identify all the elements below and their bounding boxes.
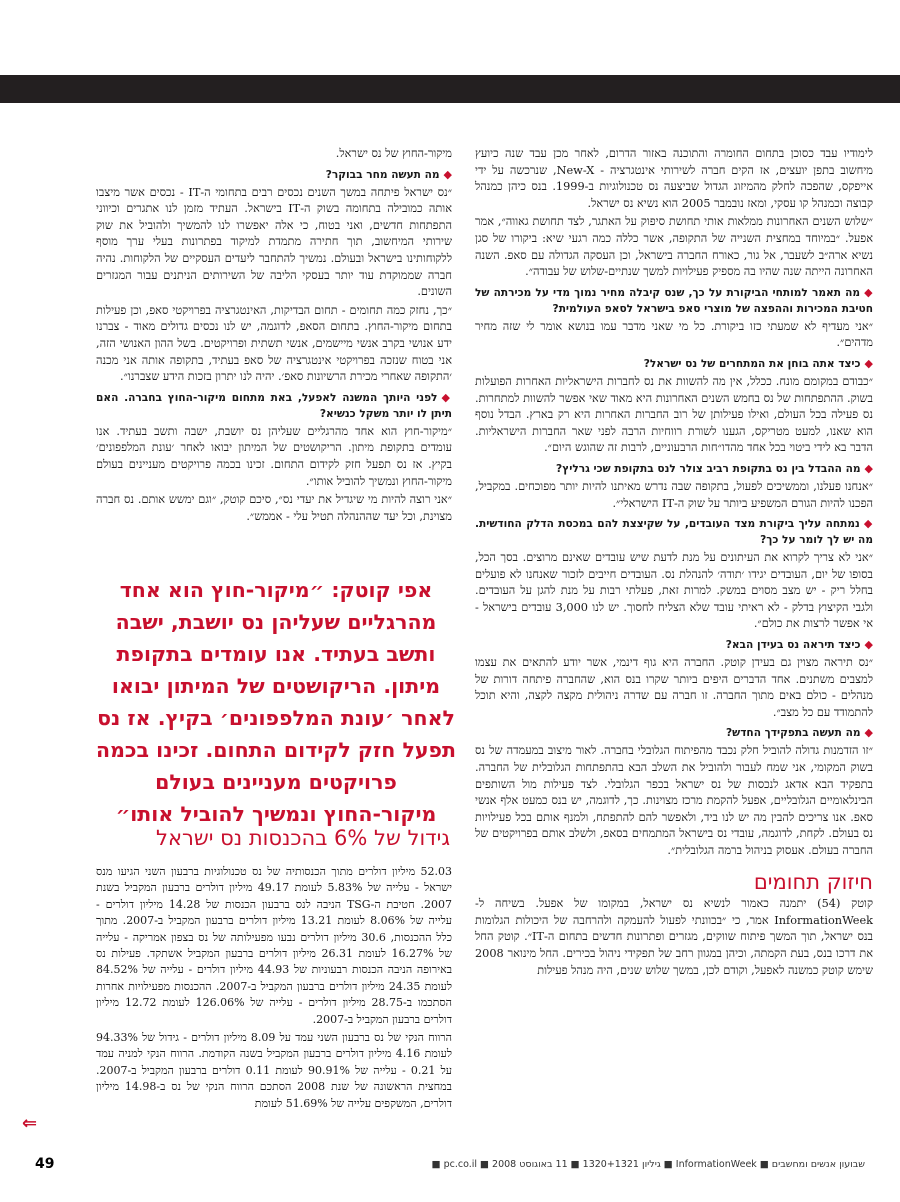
interview-question: [475, 461, 873, 477]
paragraph: ״זו הזדמנות גדולה להוביל חלק נכבד מהפיתוח הגלובלי בחברה. לאור מיצוב במעמדה של נס בשוק המקומי, אני שמח לעבור ולהוביל את השלב הבא בהתפתחות הגלובלית של החברה. בתפקיד הבא אדאג לנכסות של נס ישראל בכפר הגלובלי. לצד פעילות מול השותפים הבינלאומיים הגלובליים, אפעל להקמת מרכז מצוינות. כך, לדוגמה, יש בנס כמעט אלף אנשי סאפ. אנו צריכים להבין מה יש לנו ביד, ולאפשר להם להתפתח, ולמנף אותם בכל פעילויות נס בעולם. לקחת, לדוגמה, עובדי נס בישראל המתמחים בסאפ, ולשלב אותם בפרויקטים של החברה בעולם. אעסוק בניהול ברמה הגלובלית״.: [475, 744, 873, 857]
question-text: מה תעשה בתפקידך החדש?: [726, 727, 861, 740]
paragraph: ״כבודם במקומם מונח. ככלל, אין מה להשוות את נס לחברות הישראליות האחרות הפועלות בשוק. ההתפתחות של נס בחמש השנים האחרונות היא מאוד שאי אפשר להשוות למתחרות. נס פעילה בכל העולם, ואילו פעילותן של רוב החברות האחרות היא רק בארץ. הבדל נוסף הוא שאנו, למעט מטריקס, הגענו לשורת רווחיות הרבה לפני שאר החברות הישראליות. הדבר בא לידי ביטוי בכל אחד מהדו״חות הרבעוניים, לרבות זה שהוגש היום״.: [475, 374, 873, 455]
paragraph: ״אני לא צריך לקרוא את העיתונים על מנת לדעת שיש עובדים שאינם מרוצים. בסך הכל, בסופו של יום, העובדים יגידו ׳תודה׳ להנהלת נס. העובדים חייבים לזכור שאנחנו לא פועלים בחלל ריק - יש מצב מסוים במשק. למרות זאת, פעלתי רבות על מנת להגן על העובדים. ולגבי הקיצוץ בדלק - לא ראיתי עובד שלא הצליח לחסוך. יש לנו 3,000 עובדים בישראל - אי אפשר לרצות את כולם״.: [475, 551, 874, 631]
question-text: מה תאמר למותחי הביקורת על כך, שנס קיבלה מחיר נמוך מדי על מכירתה של חטיבת המכירות וההפצה של מוצרי סאפ בישראל לסאפ העולמית?: [475, 286, 873, 315]
question-text: מה תעשה מחר בבוקר?: [325, 168, 440, 181]
page-number: 49: [35, 1156, 55, 1172]
paragraph: ״אני מעדיף לא שמעתי כזו ביקורת. כל מי שאני מדבר עמו בנושא אומר לי שזה מחיר מדהים״.: [475, 319, 873, 350]
paragraph: ״אנחנו פעלנו, וממשיכים לפעול, בתקופה שבה נדרש מאיתנו להיות יותר מפוכחים. במקביל, הפכנו להיות הגורם המשפיע ביותר על שוק ה-IT הישראלי״.: [475, 479, 873, 510]
diamond-bullet-icon: ◆: [864, 285, 873, 299]
paragraph: ״כך, נחזק כמה תחומים - תחום הבדיקות, האינטגרציה בפרויקטי סאפ, וכן פעילות בתחום מיקור-החוץ. בתחום הסאפ, לדוגמה, יש לנו נכסים גדולים מאוד - צברנו ידע אנושי בקרב אנשי מיישמים, אנשי תשתית ופרויקטים. בשל ההון האנושי הזה, אני בטוח שנזכה בפרויקטי אינטגרציה של סאפ בעתיד, בתקופה אותה אני מכנה ׳התקופה שאחרי מכירת הרשיונות סאפ׳. יהיה לנו יתרון בזכות הידע שצברנו״.: [96, 303, 452, 384]
pull-quote: אפי קוטק: ״מיקור-חוץ הוא אחד מהרגליים שעליהן נס יושבת, ישבה ותשב בעתיד. אנו עומדים בתקופת מיתון. הריקושטים של המיתון יבואו לאחר ׳עונת המלפפונים׳ בקיץ. אז נס תפעל חזק לקידום התחום. זכינו בכמה פרויקטים מעניינים בעולם מיקור-החוץ ונמשיך להוביל אותו״: [96, 578, 456, 826]
interview-question: [475, 637, 873, 653]
page-footer: [35, 1156, 865, 1172]
sidebar-text: [96, 864, 452, 1114]
section-subtitle: חיזוק תחומים: [753, 869, 873, 894]
question-text: כיצד תיראה נס בעידן הבא?: [725, 639, 861, 652]
interview-question: [96, 167, 452, 183]
continue-arrow-icon: ⇐: [22, 1113, 38, 1134]
interview-question: [475, 285, 873, 317]
interview-question: [475, 725, 873, 741]
footer-publication-line: שבועון אנשים ומחשבים ■ InformationWeek ■ גיליון 1320+1321 ■ 11 באוגוסט 2008 ■ pc.co.il ■: [431, 1158, 865, 1170]
diamond-bullet-icon: ◆: [441, 390, 452, 404]
paragraph: לימודיו עבד כסוכן בתחום החומרה והתוכנה באזור הדרום, לאחר מכן עבד שנה כיועץ מיחשוב בתפן יועצים, אז הקים חברה לשירותי אינטגרציה - New-X, שנרכשה על ידי אייפקס, שהפכה לחלק מהמיזוג הגדול שביצעה נס טכנולוגיות ב-1999. בנס כיהן כמנהל קבוצה וכמנהל קו עסקי, ומאז נובמבר 2005 הוא נשיא נס ישראל.: [475, 147, 873, 210]
paragraph: קוטק (54) יתמנה כאמור לנשיא נס ישראל, במקומו של אפעל. בשיחה ל-InformationWeek אמר, כי ״בכוונתי לפעול להעמקה ולהרחבה של היכולות הגלומות בנס ישראל, תוך המשך פיתוח שווקים, מגזרים ופתרונות חדשים בתחום ה-IT״. קוטק החל את דרכו בנס, בעת הקמתה, וכיהן במגוון רחב של תפקידי ניהול בכירים. החל מינואר 2008 שימש קוטק כמשנה לאפעל, וקודם לכן, במשך שלוש שנים, היה מנהל פעילות: [475, 897, 873, 977]
paragraph: 52.03 מיליון דולרים מתוך הכנסותיה של נס טכנולוגיות ברבעון השני הגיעו מנס ישראל - עלייה של 5.83% לעומת 49.17 מיליון דולרים ברבעון המקביל בשנת 2007. חטיבת ה-TSG הניבה לנס ברבעון הכנסות של 14.28 מיליון דולרים - עלייה של 8.06% לעומת 13.21 מיליון דולרים ברבעון המקביל ב-2007. מתוך כלל ההכנסות, 30.6 מיליון דולרים נבעו מפעילותה של נס בצפון אמריקה - עלייה של 16.27% לעומת 26.31 מיליון דולרים ברבעון המקביל אשתקד. פעילות נס באירופה הניבה הכנסות רבעוניות של 44.93 מיליון דולרים - עלייה של 84.52% לעומת 24.35 מיליון דולרים ברבעון המקביל ב-2007. ההכנסות מפעילויות אחרות הסתכמו ב-28.75 מיליון דולרים - עלייה של 126.06% לעומת 12.72 מיליון דולרים ברבעון המקביל ב-2007.: [96, 865, 453, 1026]
paragraph: ״שלוש השנים האחרונות ממלאות אותי תחושת סיפוק על האתגר, לצד תחושת גאווה״, אמר אפעל. ״במיוחד במחצית השנייה של התקופה, אשר כללה כמה רגעי שיא: ביקורו של סגן נשיא ארה״ב לשעבר, אל גור, כאורח החברה בישראל, וכן העסקה הגדולה עם סאפ. השנה האחרונה הייתה שנה שהיו בה מספיק פעילויות למשך שנתיים-שלוש של עבודה״.: [475, 215, 873, 279]
paragraph: מיקור-החוץ של נס ישראל.: [335, 147, 452, 160]
paragraph: ״מיקור-חוץ הוא אחד מהרגליים שעליהן נס יושבת, ישבה ותשב בעתיד. אנו עומדים בתקופת מיתון. הריקושטים של המיתון יבואו לאחר ׳עונת המלפפונים׳ בקיץ. אז נס תפעל חזק לקידום התחום. זכינו בכמה פרויקטים מעניינים בעולם מיקור-החוץ ונמשיך להוביל אותו״.: [96, 424, 452, 488]
interview-question: [96, 390, 452, 422]
diamond-bullet-icon: ◆: [864, 461, 873, 475]
paragraph: ״אני רוצה להיות מי שיגדיל את יעדי נס״, סיכם קוטק, ״וגם ימשש אותם. נס חברה מצוינת, וכל יעד שההנהלה תטיל עלי - אממש״.: [96, 493, 452, 523]
question-text: כיצד אתה בוחן את המתחרים של נס ישראל?: [643, 357, 861, 370]
question-text: נמתחה עליך ביקורת מצד העובדים, על שקיצצת להם במכסת הדלק החודשית. מה יש לך לומר על כך?: [475, 518, 873, 547]
question-text: מה ההבדל בין נס בתקופת רביב צולר לנס בתקופת שכי גרליץ?: [556, 462, 861, 475]
diamond-bullet-icon: ◆: [443, 167, 452, 181]
article-column-right: [475, 146, 873, 981]
paragraph: ״נס תיראה מצוין גם בעידן קוטק. החברה היא גוף דינמי, אשר יודע להתאים את עצמו למצבים משתנים. אחד הדברים היפים ביותר שקרו בנס הוא, שהחברה פיתחה דורות של מנהלים - כולם באים מתוך החברה. זו חברה עם שדרה ניהולית מקצה לקצה, והיא תוכל להתמודד עם כל מצב״.: [475, 656, 873, 719]
diamond-bullet-icon: ◆: [863, 517, 873, 531]
question-text: לפני היותך המשנה לאפעל, באת מתחום מיקור-החוץ בחברה. האם תיתן לו יותר משקל כנשיא?: [96, 391, 452, 420]
interview-question: [475, 516, 873, 548]
paragraph: הרווח הנקי של נס ברבעון השני עמד על 8.09 מיליון דולרים - גידול של 94.33% לעומת 4.16 מיליון דולרים ברבעון המקביל בשנה הקודמת. הרווח הנקי למניה עמד על 0.21 - עלייה של 90.91% לעומת 0.11 דולרים ברבעון המקביל ב-2007. במחצית הראשונה של שנת 2008 הסתכם הרווח הנקי של נס ב-14.98 מיליון דולרים, המשקפים עלייה של 51.69% לעומת: [96, 1031, 452, 1110]
interview-question: [475, 356, 873, 372]
diamond-bullet-icon: ◆: [864, 726, 873, 740]
top-black-bar: [0, 75, 900, 103]
sidebar-title: גידול של 6% בהכנסות נס ישראל: [156, 826, 450, 850]
diamond-bullet-icon: ◆: [864, 356, 873, 370]
diamond-bullet-icon: ◆: [864, 638, 873, 652]
article-column-left: [96, 146, 452, 527]
paragraph: ״נס ישראל פיתחה במשך השנים נכסים רבים בתחומי ה-IT - נכסים אשר מיצבו אותה כמובילה בתחומה בשוק ה-IT בישראל. העתיד מזמן לנו אתגרים וכיווני התפתחות חדשים, ואני בטוח, כי אלה יאפשרו לנו להמשיך ולהוביל את שוק שירותי המיחשוב, תוך חתירה מתמדת למיקוד בפתרונות בעלי ערך מוסף ללקוחותינו בישראל ובעולם. נמשיך להתחבר ליעדים העסקיים של הלקוחות. נהיה חברה שממוקדת עוד יותר בעסקי הליבה של השירותים הניתנים עבור המגזרים השונים.: [96, 185, 452, 299]
